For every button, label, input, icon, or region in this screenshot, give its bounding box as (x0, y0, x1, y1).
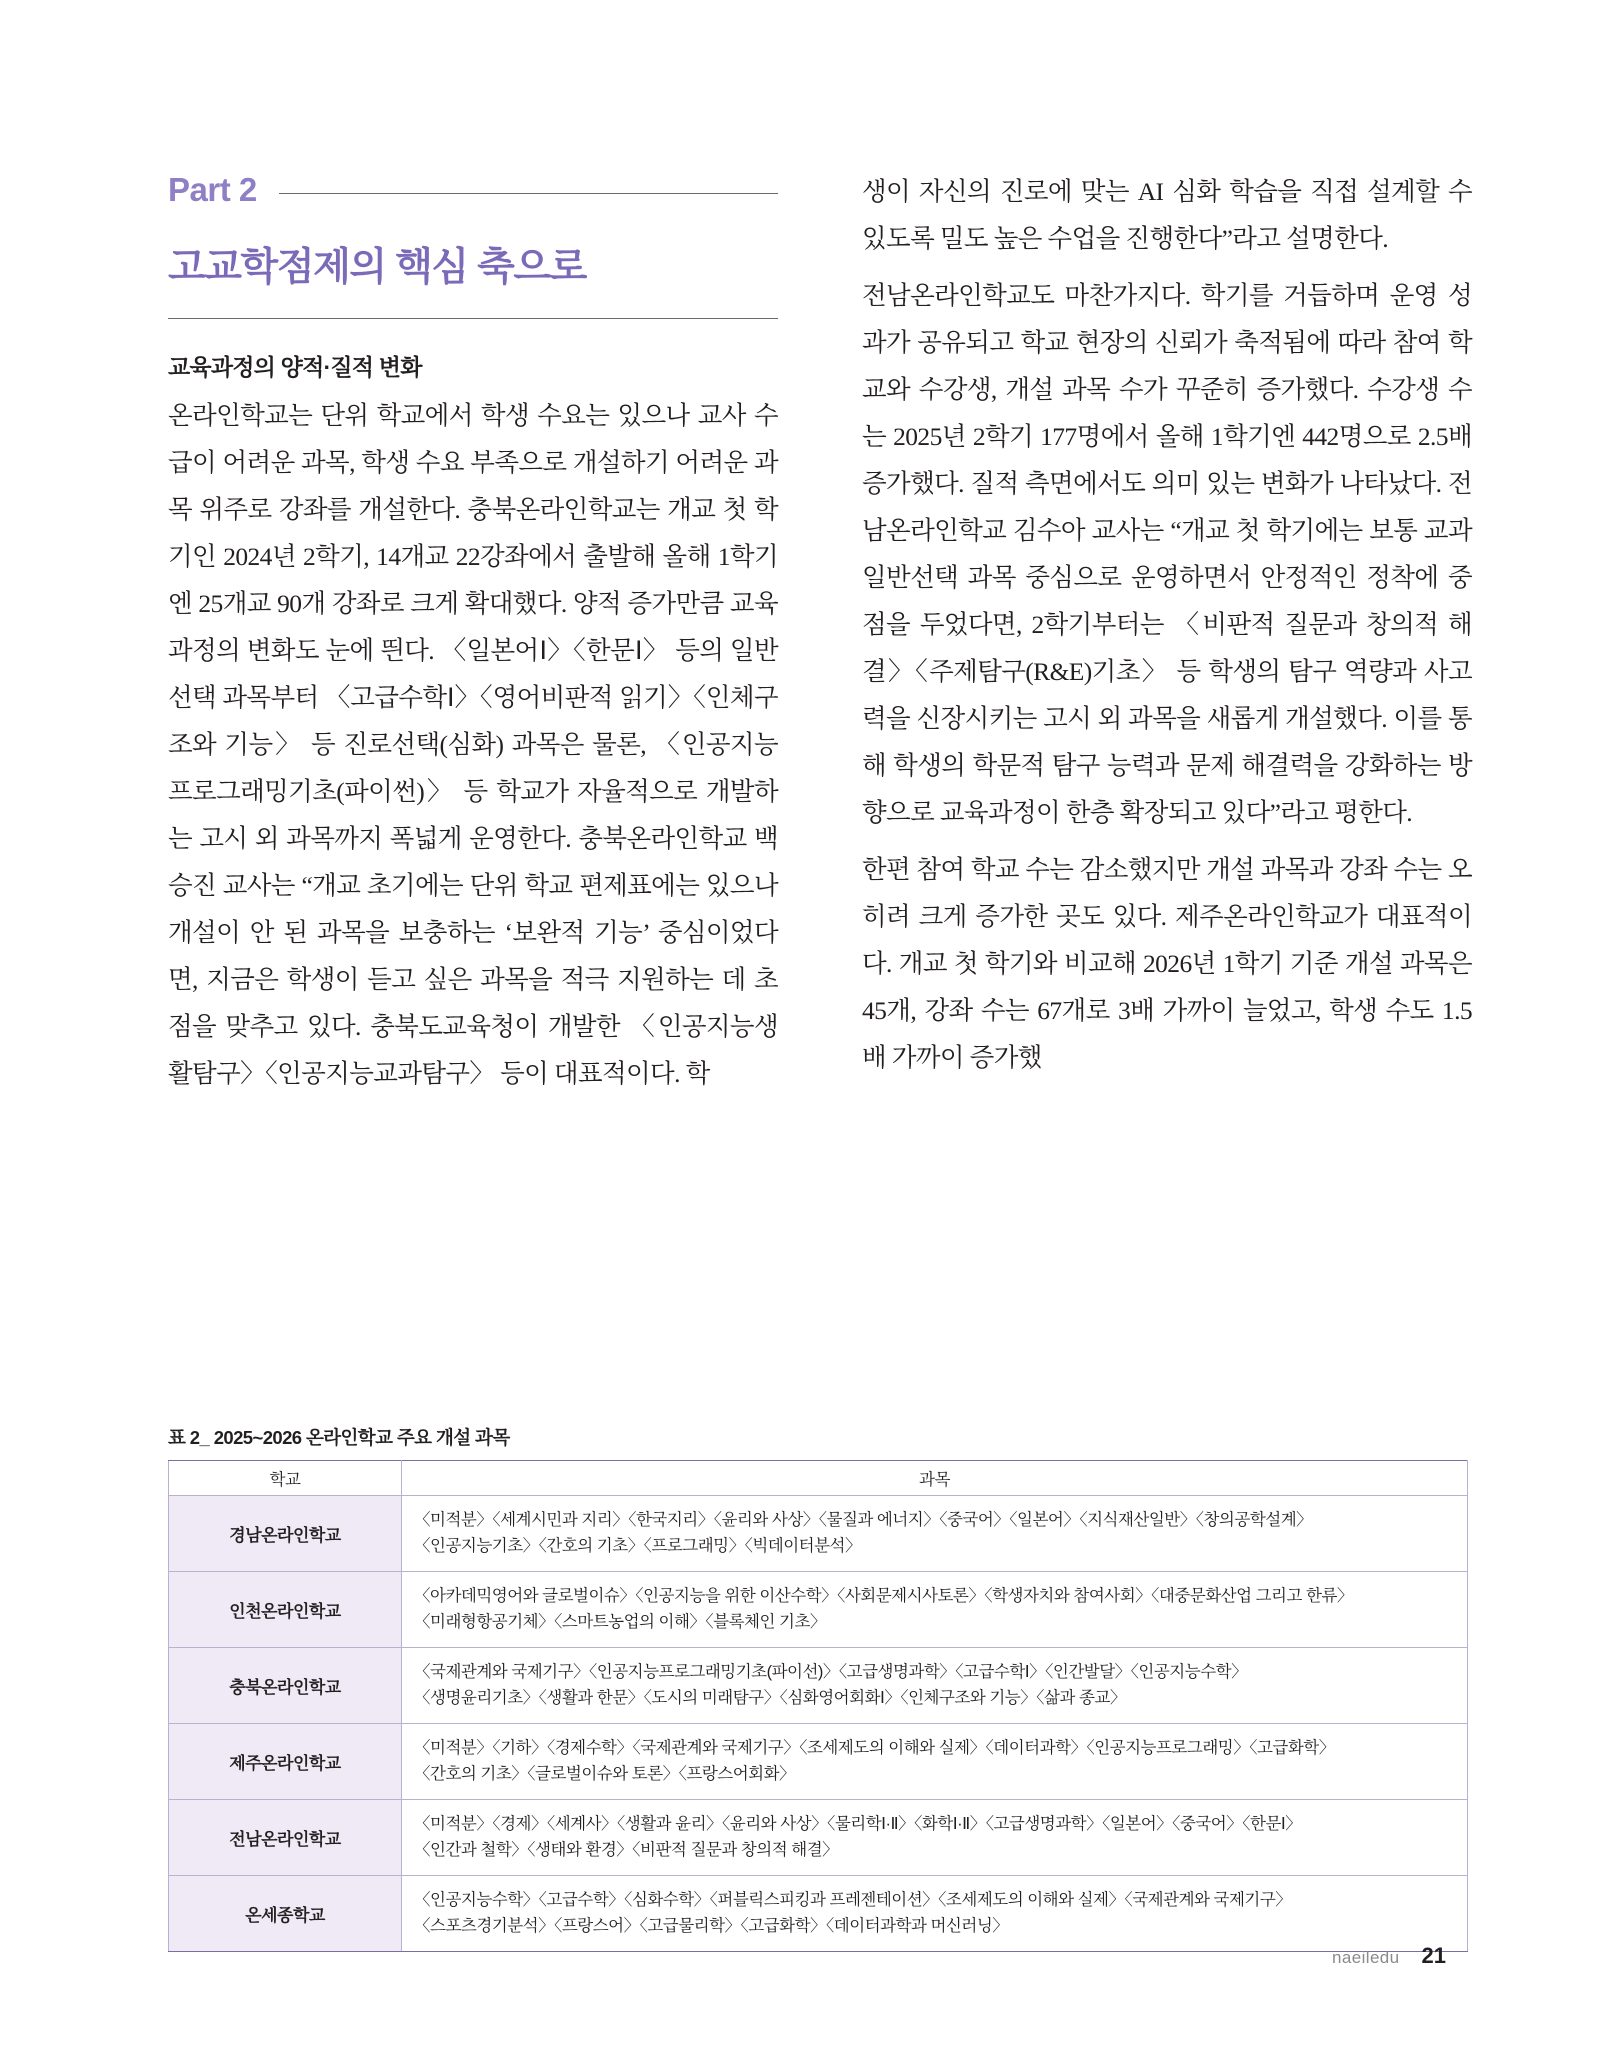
footer-page-number: 21 (1421, 1943, 1446, 1968)
table-row (169, 1648, 1468, 1724)
section-heading: 교육과정의 양적·질적 변화 (168, 354, 422, 380)
table-cell-school: 충북온라인학교 (169, 1648, 402, 1724)
table-row (169, 1724, 1468, 1800)
table-cell-subjects: 〈국제관계와 국제기구〉〈인공지능프로그래밍기초(파이선)〉〈고급생명과학〉〈고급수학Ⅰ〉〈인간발달〉〈인공지능수학〉 〈생명윤리기초〉〈생활과 한문〉〈도시의 미래탐구〉〈심화영어회화Ⅰ〉〈인체구조와 기능〉〈삶과 종교〉 (402, 1648, 1468, 1724)
footer-brand: naeiledu (1332, 1948, 1400, 1967)
part-header (168, 168, 778, 212)
table-row (169, 1496, 1468, 1572)
table-cell-school: 경남온라인학교 (169, 1496, 402, 1572)
table-cell-subjects: 〈미적분〉〈기하〉〈경제수학〉〈국제관계와 국제기구〉〈조세제도의 이해와 실제〉〈데이터과학〉〈인공지능프로그래밍〉〈고급화학〉 〈간호의 기초〉〈글로벌이슈와 토론〉〈프랑스어회화〉 (402, 1724, 1468, 1800)
table-header-school: 학교 (169, 1461, 402, 1496)
table-header-row (169, 1461, 1468, 1496)
table-cell-school: 인천온라인학교 (169, 1572, 402, 1648)
part-header-rule (279, 193, 778, 194)
table-cell-subjects: 〈아카데믹영어와 글로벌이슈〉〈인공지능을 위한 이산수학〉〈사회문제시사토론〉〈학생자치와 참여사회〉〈대중문화산업 그리고 한류〉 〈미래형항공기체〉〈스마트농업의 이해〉〈블록체인 기초〉 (402, 1572, 1468, 1648)
left-column (168, 168, 778, 1097)
table-row (169, 1876, 1468, 1952)
title-divider (168, 318, 778, 319)
table-row (169, 1800, 1468, 1876)
table-section (168, 1424, 1468, 1952)
table-cell-school: 온세종학교 (169, 1876, 402, 1952)
subjects-table (168, 1460, 1468, 1952)
part-label: Part 2 (168, 171, 257, 208)
right-paragraph-3: 한편 참여 학교 수는 감소했지만 개설 과목과 강좌 수는 오히려 크게 증가한 곳도 있다. 제주온라인학교가 대표적이다. 개교 첫 학기와 비교해 2026년 1학기 기준 개설 과목은 45개, 강좌 수는 67개로 3배 가까이 늘었고, 학생 수도 1.5배 가까이 증가했 (862, 855, 1472, 1072)
page-footer (1332, 1943, 1446, 1969)
table-cell-subjects: 〈인공지능수학〉〈고급수학〉〈심화수학〉〈퍼블릭스피킹과 프레젠테이션〉〈조세제도의 이해와 실제〉〈국제관계와 국제기구〉 〈스포츠경기분석〉〈프랑스어〉〈고급물리학〉〈고급화학〉〈데이터과학과 머신러닝〉 (402, 1876, 1468, 1952)
table-cell-school: 전남온라인학교 (169, 1800, 402, 1876)
table-header-subjects: 과목 (402, 1461, 1468, 1496)
table-caption: 표 2_ 2025~2026 온라인학교 주요 개설 과목 (168, 1427, 510, 1448)
table-body (169, 1496, 1468, 1952)
right-column (862, 168, 1472, 1081)
right-paragraph-2: 전남온라인학교도 마찬가지다. 학기를 거듭하며 운영 성과가 공유되고 학교 현장의 신뢰가 축적됨에 따라 참여 학교와 수강생, 개설 과목 수가 꾸준히 증가했다. 수강생 수는 2025년 2학기 177명에서 올해 1학기엔 442명으로 2.5배 증가했다. 질적 측면에서도 의미 있는 변화가 나타났다. 전남온라인학교 김수아 교사는 “개교 첫 학기에는 보통 교과 일반선택 과목 중심으로 운영하면서 안정적인 정착에 중점을 두었다면, 2학기부터는 〈비판적 질문과 창의적 해결〉〈주제탐구(R&E)기초〉 등 학생의 탐구 역량과 사고력을 신장시키는 고시 외 과목을 새롭게 개설했다. 이를 통해 학생의 학문적 탐구 능력과 문제 해결력을 강화하는 방향으로 교육과정이 한층 확장되고 있다”라고 평한다. (862, 281, 1472, 827)
left-paragraph-1: 온라인학교는 단위 학교에서 학생 수요는 있으나 교사 수급이 어려운 과목, 학생 수요 부족으로 개설하기 어려운 과목 위주로 강좌를 개설한다. 충북온라인학교는 개교 첫 학기인 2024년 2학기, 14개교 22강좌에서 출발해 올해 1학기엔 25개교 90개 강좌로 크게 확대했다. 양적 증가만큼 교육과정의 변화도 눈에 띈다. 〈일본어Ⅰ〉〈한문Ⅰ〉 등의 일반선택 과목부터 〈고급수학Ⅰ〉〈영어비판적 읽기〉〈인체구조와 기능〉 등 진로선택(심화) 과목은 물론, 〈인공지능프로그래밍기초(파이썬)〉 등 학교가 자율적으로 개발하는 고시 외 과목까지 폭넓게 운영한다. 충북온라인학교 백승진 교사는 “개교 초기에는 단위 학교 편제표에는 있으나 개설이 안 된 과목을 보충하는 ‘보완적 기능’ 중심이었다면, 지금은 학생이 듣고 싶은 과목을 적극 지원하는 데 초점을 맞추고 있다. 충북도교육청이 개발한 〈인공지능생활탐구〉〈인공지능교과탐구〉 등이 대표적이다. 학 (168, 401, 778, 1088)
table-head (169, 1461, 1468, 1496)
table-cell-school: 제주온라인학교 (169, 1724, 402, 1800)
table-cell-subjects: 〈미적분〉〈세계시민과 지리〉〈한국지리〉〈윤리와 사상〉〈물질과 에너지〉〈중국어〉〈일본어〉〈지식재산일반〉〈창의공학설계〉 〈인공지능기초〉〈간호의 기초〉〈프로그래밍〉〈빅데이터분석〉 (402, 1496, 1468, 1572)
table-cell-subjects: 〈미적분〉〈경제〉〈세계사〉〈생활과 윤리〉〈윤리와 사상〉〈물리학Ⅰ·Ⅱ〉〈화학Ⅰ·Ⅱ〉〈고급생명과학〉〈일본어〉〈중국어〉〈한문Ⅰ〉 〈인간과 철학〉〈생태와 환경〉〈비판적 질문과 창의적 해결〉 (402, 1800, 1468, 1876)
part-title: 고교학점제의 핵심 축으로 (168, 246, 586, 289)
right-paragraph-1: 생이 자신의 진로에 맞는 AI 심화 학습을 직접 설계할 수 있도록 밀도 높은 수업을 진행한다”라고 설명한다. (862, 177, 1472, 253)
table-row (169, 1572, 1468, 1648)
